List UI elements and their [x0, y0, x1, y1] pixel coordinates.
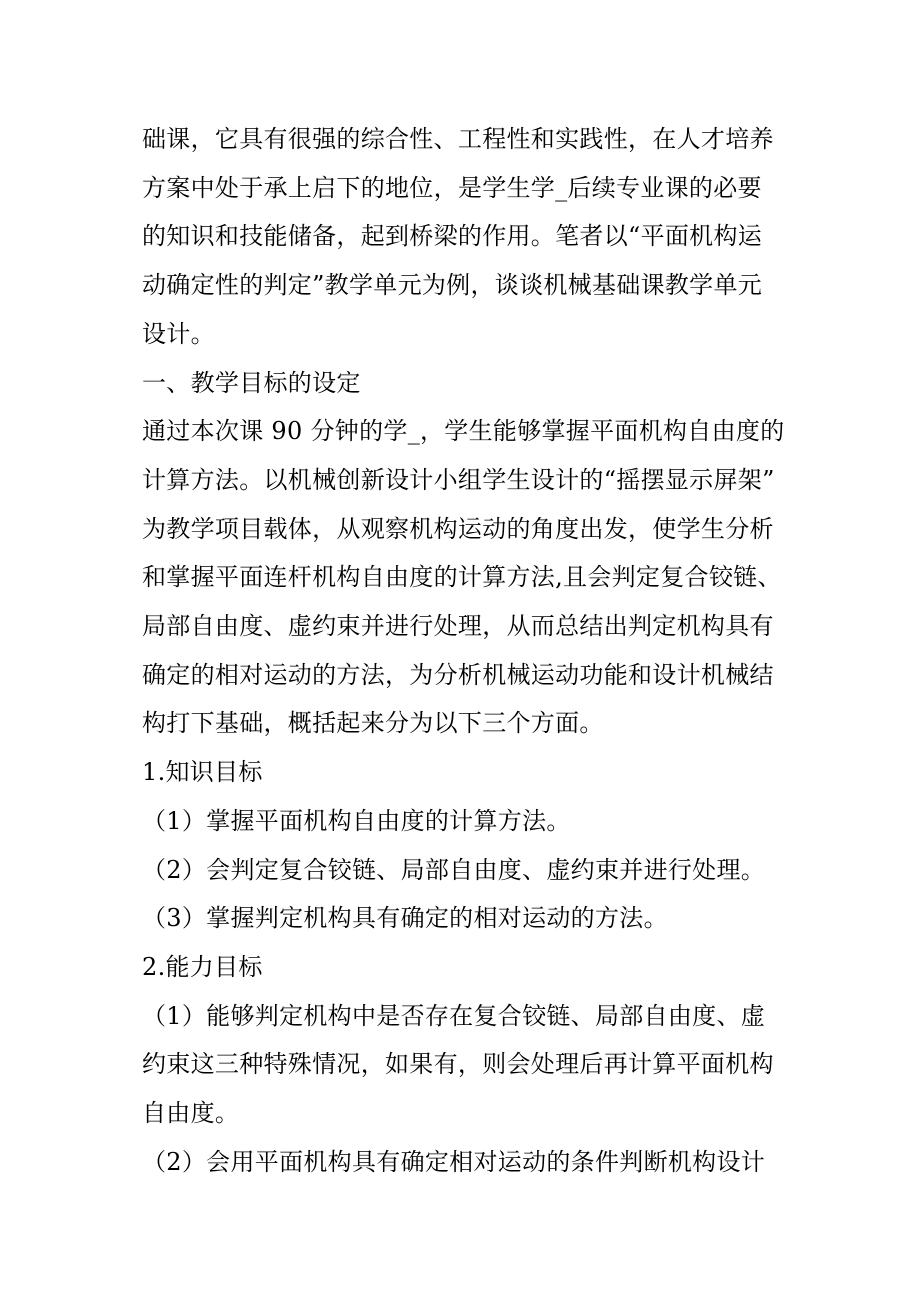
text-line: 自由度。: [142, 1099, 240, 1128]
text-line: 设计。: [142, 319, 215, 348]
subsection-heading: 1.知识目标: [142, 758, 263, 787]
text-line: 约束这三种特殊情况，如果有，则会处理后再计算平面机构: [142, 1050, 774, 1079]
text-line: 通过本次课 90 分钟的学_，学生能够掌握平面机构自由度的: [142, 417, 785, 446]
text-line: 动确定性的判定”教学单元为例，谈谈机械基础课教学单元: [142, 271, 763, 300]
list-item: （1）掌握平面机构自由度的计算方法。: [142, 806, 571, 835]
document-body: [142, 115, 785, 1186]
text-line: 的知识和技能储备，起到桥梁的作用。笔者以“平面机构运: [142, 222, 763, 251]
text-line: 构打下基础，概括起来分为以下三个方面。: [142, 709, 604, 738]
text-line: 方案中处于承上启下的地位，是学生学_后续专业课的必要: [142, 173, 762, 202]
list-item: （2）会判定复合铰链、局部自由度、虚约束并进行处理。: [142, 855, 766, 884]
text-line: 确定的相对运动的方法，为分析机械运动功能和设计机械结: [142, 660, 774, 689]
list-item: （3）掌握判定机构具有确定的相对运动的方法。: [142, 904, 668, 933]
list-item: （2）会用平面机构具有确定相对运动的条件判断机构设计: [142, 1147, 766, 1176]
text-line: 础课，它具有很强的综合性、工程性和实践性，在人才培养: [142, 125, 774, 153]
text-line: 为教学项目载体，从观察机构运动的角度出发，使学生分析: [142, 514, 774, 543]
subsection-heading: 2.能力目标: [142, 952, 263, 981]
text-line: 和掌握平面连杆机构自由度的计算方法,且会判定复合铰链、: [142, 563, 782, 592]
section-heading: 一、教学目标的设定: [142, 368, 361, 397]
text-line: 计算方法。以机械创新设计小组学生设计的“摇摆显示屏架”: [142, 465, 775, 494]
list-item: （1）能够判定机构中是否存在复合铰链、局部自由度、虚: [142, 1001, 766, 1030]
text-line: 局部自由度、虚约束并进行处理，从而总结出判定机构具有: [142, 612, 774, 641]
